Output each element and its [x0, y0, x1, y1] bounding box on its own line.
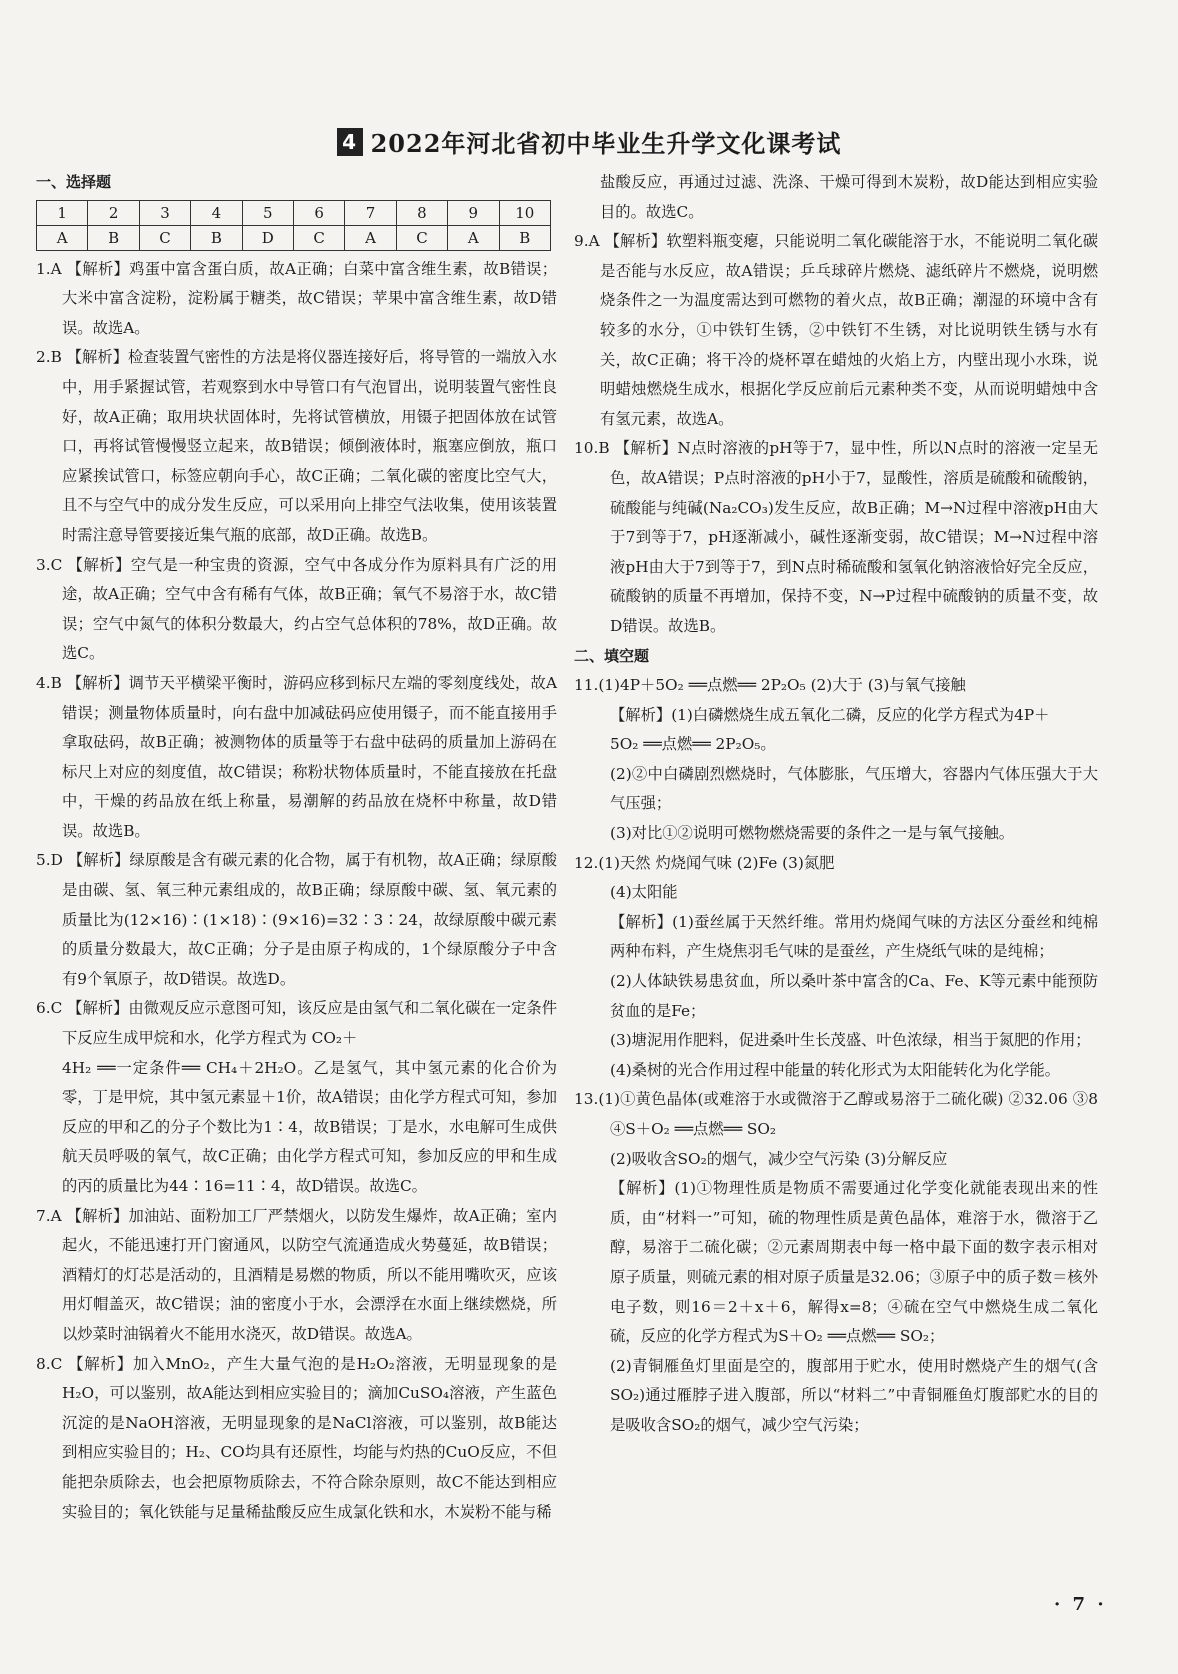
- answer-item-12-analysis: 【解析】(1)蚕丝属于天然纤维。常用灼烧闻气味的方法区分蚕丝和纯棉两种布料，产生烧焦羽毛气味的是蚕丝，产生烧纸气味的是纯棉；: [610, 912, 1098, 961]
- table-cell: A: [345, 225, 396, 250]
- table-cell: 10: [499, 200, 550, 225]
- answer-item-9: 9.A 【解析】软塑料瓶变瘪，只能说明二氧化碳能溶于水，不能说明二氧化碳是否能与水反应，故A错误；乒乓球碎片燃烧、滤纸碎片不燃烧，说明燃烧条件之一为温度需达到可燃物的着火点，故B正确；潮湿的环境中含有较多的水分，①中铁钉生锈，②中铁钉不生锈，对比说明铁生锈与水有关，故C正确；将干冷的烧杯罩在蜡烛的火焰上方，内壁出现小水珠，说明蜡烛燃烧生成水，根据化学反应前后元素种类不变，从而说明蜡烛中含有氢元素，故选A。: [574, 232, 1098, 428]
- answer-item-12: 12.(1)天然 灼烧闻气味 (2)Fe (3)氮肥: [574, 853, 835, 872]
- answer-item-13-analysis-2: (2)青铜雁鱼灯里面是空的，腹部用于贮水，使用时燃烧产生的烟气(含SO₂)通过雁脖子进入腹部，所以“材料二”中青铜雁鱼灯腹部贮水的目的是吸收含SO₂的烟气，减少空气污染；: [610, 1356, 1098, 1434]
- page-number: · 7 ·: [1054, 1594, 1107, 1615]
- table-cell: 6: [293, 200, 344, 225]
- table-cell: 4: [191, 200, 242, 225]
- table-cell: A: [37, 225, 88, 250]
- answer-item-3: 3.C 【解析】空气是一种宝贵的资源，空气中各成分作为原料具有广泛的用途，故A正确；空气中含有稀有气体，故B正确；氧气不易溶于水，故C错误；空气中氮气的体积分数最大，约占空气总体积的78%，故D正确。故选C。: [36, 555, 557, 663]
- section-heading-fill: 二、填空题: [574, 646, 650, 665]
- answer-item-2: 2.B 【解析】检查装置气密性的方法是将仪器连接好后，将导管的一端放入水中，用手紧握试管，若观察到水中导管口有气泡冒出，说明装置气密性良好，故A正确；取用块状固体时，先将试管横放，用镊子把固体放在试管口，再将试管慢慢竖立起来，故B错误；倾倒液体时，瓶塞应倒放，瓶口应紧挨试管口，标签应朝向手心，故C正确；二氧化碳的密度比空气大，且不与空气中的成分发生反应，可以采用向上排空气法收集，使用该装置时需注意导管要接近集气瓶的底部，故D正确。故选B。: [36, 348, 557, 544]
- table-cell: C: [396, 225, 447, 250]
- table-cell: A: [448, 225, 499, 250]
- table-cell: 8: [396, 200, 447, 225]
- table-cell: B: [499, 225, 550, 250]
- table-cell: D: [242, 225, 293, 250]
- table-cell: B: [191, 225, 242, 250]
- answer-item-4: 4.B 【解析】调节天平横梁平衡时，游码应移到标尺左端的零刻度线处，故A错误；测量物体质量时，向右盘中加减砝码应使用镊子，而不能直接用手拿取砝码，故B正确；被测物体的质量等于右盘中砝码的质量加上游码在标尺上对应的刻度值，故C错误；称粉状物体质量时，不能直接放在托盘中，干燥的药品放在纸上称量，易潮解的药品放在烧杯中称量，故D错误。故选B。: [36, 673, 557, 840]
- answer-item-8: 8.C 【解析】加入MnO₂，产生大量气泡的是H₂O₂溶液，无明显现象的是H₂O，可以鉴别，故A能达到相应实验目的；滴加CuSO₄溶液，产生蓝色沉淀的是NaOH溶液，无明显现象的是NaCl溶液，可以鉴别，故B能达到相应实验目的；H₂、CO均具有还原性，均能与灼热的CuO反应，不但能把杂质除去，也会把原物质除去，不符合除杂原则，故C不能达到相应实验目的；氧化铁能与足量稀盐酸反应生成氯化铁和水，木炭粉不能与稀: [36, 1354, 557, 1521]
- page-title: [0, 124, 1178, 159]
- answer-item-6: 6.C 【解析】由微观反应示意图可知，该反应是由氢气和二氧化碳在一定条件下反应生成甲烷和水，化学方程式为 CO₂＋: [36, 999, 557, 1048]
- answer-item-11: 11.(1)4P＋5O₂ ══点燃══ 2P₂O₅ (2)大于 (3)与氧气接触: [574, 676, 966, 695]
- answer-item-13-analysis: 【解析】(1)①物理性质是物质不需要通过化学变化就能表现出来的性质，由“材料一”可知，硫的物理性质是黄色晶体，难溶于水，微溶于乙醇，易溶于二硫化碳；②元素周期表中每一格中最下面的数字表示相对原子质量，则硫元素的相对原子质量是32.06；③原子中的质子数＝核外电子数，则16＝2＋x＋6，解得x=8；④硫在空气中燃烧生成二氧化硫，反应的化学方程式为S＋O₂ ══点燃══ SO₂；: [610, 1179, 1098, 1346]
- answer-item-1: 1.A 【解析】鸡蛋中富含蛋白质，故A正确；白菜中富含维生素，故B错误；大米中富含淀粉，淀粉属于糖类，故C错误；苹果中富含维生素，故D错误。故选A。: [36, 259, 557, 337]
- answer-table-numbers: [37, 200, 551, 225]
- answer-item-10: 10.B 【解析】N点时溶液的pH等于7，显中性，所以N点时的溶液一定呈无色，故A错误；P点时溶液的pH小于7，显酸性，溶质是硫酸和硫酸钠，硫酸能与纯碱(Na₂CO₃)发生反应，故B正确；M→N过程中溶液pH由大于7到等于7，pH逐渐减小，碱性逐渐变弱，故C错误；M→N过程中溶液pH由大于7到等于7，到N点时稀硫酸和氢氧化钠溶液恰好完全反应，硫酸钠的质量不再增加，保持不变，N→P过程中硫酸钠的质量不变，故D错误。故选B。: [574, 439, 1098, 635]
- table-cell: C: [139, 225, 190, 250]
- answer-item-7: 7.A 【解析】加油站、面粉加工厂严禁烟火，以防发生爆炸，故A正确；室内起火，不能迅速打开门窗通风，以防空气流通造成火势蔓延，故B错误；酒精灯的灯芯是活动的，且酒精是易燃的物质，所以不能用嘴吹灭，应该用灯帽盖灭，故C错误；油的密度小于水，会漂浮在水面上继续燃烧，所以炒菜时油锅着火不能用水浇灭，故D错误。故选A。: [36, 1206, 557, 1343]
- answer-item-11-part3: (3)对比①②说明可燃物燃烧需要的条件之一是与氧气接触。: [610, 824, 1015, 843]
- chapter-badge: 4: [337, 128, 363, 156]
- answer-item-13: 13.(1)①黄色晶体(或难溶于水或微溶于乙醇或易溶于二硫化碳) ②32.06 ③8 ④S＋O₂ ══点燃══ SO₂: [574, 1090, 1098, 1138]
- answer-item-13-part2: (2)吸收含SO₂的烟气，减少空气污染 (3)分解反应: [610, 1149, 948, 1168]
- section-heading-choice: 一、选择题: [36, 173, 112, 191]
- answer-item-12-analysis-3: (3)塘泥用作肥料，促进桑叶生长茂盛、叶色浓绿，相当于氮肥的作用；: [610, 1031, 1091, 1050]
- answer-item-8-continued: 盐酸反应，再通过过滤、洗涤、干燥可得到木炭粉，故D能达到相应实验目的。故选C。: [600, 173, 1098, 221]
- answer-table-answers: [37, 225, 551, 250]
- answer-item-12-part4: (4)太阳能: [610, 883, 678, 902]
- right-column: [574, 168, 1098, 1441]
- exam-title: 2022年河北省初中毕业生升学文化课考试: [370, 129, 842, 158]
- answer-item-5: 5.D 【解析】绿原酸是含有碳元素的化合物，属于有机物，故A正确；绿原酸是由碳、氢、氧三种元素组成的，故B正确；绿原酸中碳、氢、氧元素的质量比为(12×16)∶(1×18)∶(9×16)=32∶3∶24，故绿原酸中碳元素的质量分数最大，故C正确；分子是由原子构成的，1个绿原酸分子中含有9个氧原子，故D错误。故选D。: [36, 851, 557, 988]
- answer-item-11-part2: (2)②中白磷剧烈燃烧时，气体膨胀，气压增大，容器内气体压强大于大气压强；: [610, 764, 1098, 813]
- left-column: [36, 168, 557, 1527]
- table-cell: B: [88, 225, 139, 250]
- answer-item-11-analysis: 【解析】(1)白磷燃烧生成五氧化二磷，反应的化学方程式为4P＋: [610, 705, 1050, 724]
- table-cell: 7: [345, 200, 396, 225]
- answer-item-12-analysis-2: (2)人体缺铁易患贫血，所以桑叶茶中富含的Ca、Fe、K等元素中能预防贫血的是Fe；: [610, 972, 1098, 1020]
- table-cell: 1: [37, 200, 88, 225]
- table-cell: 2: [88, 200, 139, 225]
- answer-item-6-continued: 4H₂ ══一定条件══ CH₄＋2H₂O。乙是氢气，其中氢元素的化合价为零，丁是甲烷，其中氢元素显＋1价，故A错误；由化学方程式可知，参加反应的甲和乙的分子个数比为1∶4，故B错误；丁是水，水电解可生成供航天员呼吸的氧气，故C正确；由化学方程式可知，参加反应的甲和生成的丙的质量比为44∶16=11∶4，故D错误。故选C。: [62, 1058, 557, 1195]
- answer-table: [36, 200, 551, 251]
- table-cell: C: [293, 225, 344, 250]
- table-cell: 9: [448, 200, 499, 225]
- table-cell: 5: [242, 200, 293, 225]
- answer-item-12-analysis-4: (4)桑树的光合作用过程中能量的转化形式为太阳能转化为化学能。: [610, 1060, 1060, 1079]
- table-cell: 3: [139, 200, 190, 225]
- answer-item-11-equation: 5O₂ ══点燃══ 2P₂O₅。: [610, 735, 776, 754]
